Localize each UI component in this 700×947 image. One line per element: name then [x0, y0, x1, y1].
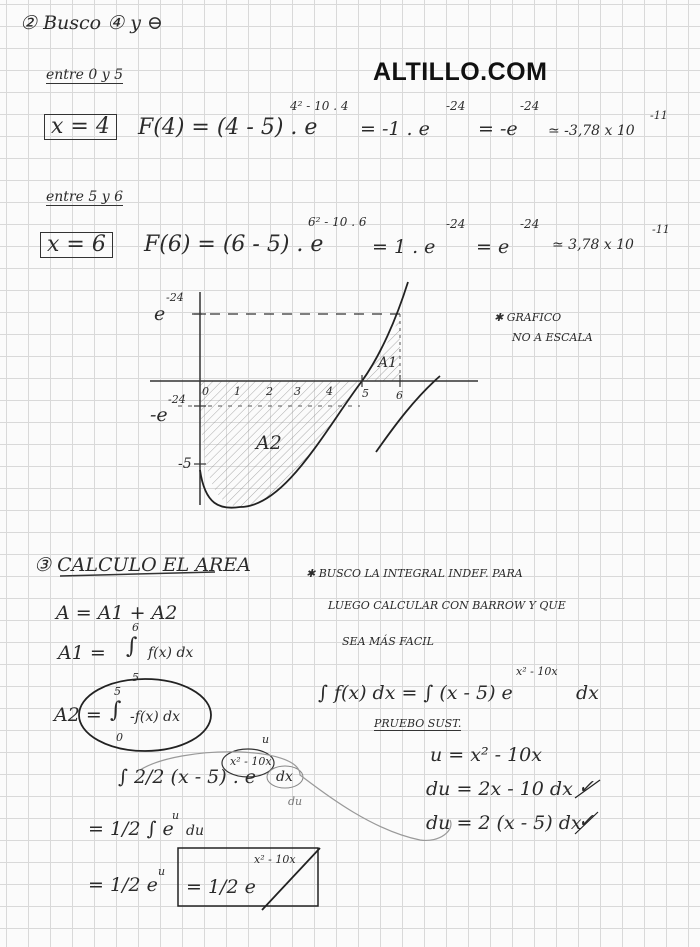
a1-upper: 6 — [132, 621, 139, 634]
area2-label: A2 — [256, 432, 282, 454]
a2-integrand: -f(x) dx — [130, 709, 181, 725]
a2-upper: 5 — [114, 685, 121, 698]
case1-exp: 4² - 10 . 4 — [290, 99, 349, 113]
indef-integral: ∫ f(x) dx = ∫ (x - 5) e — [318, 682, 513, 704]
sub-du: du — [288, 795, 303, 808]
graph-ylabel-neg: -e — [150, 404, 168, 426]
case1-mid2: = -e — [478, 118, 518, 140]
step2-heading: ② Busco ④ y ⊖ — [20, 12, 163, 34]
case1-mid: = -1 . e — [360, 118, 430, 140]
u-substitution: u = x² - 10x — [430, 744, 542, 766]
graph-ylabel-top: e — [154, 303, 166, 325]
tick-label-4: 4 — [326, 385, 333, 398]
case1-exp2: -24 — [446, 99, 466, 113]
sub-integral: ∫ 2/2 (x - 5) . e — [118, 766, 257, 788]
graph-ylabel-minus5: -5 — [178, 456, 192, 472]
area-sum: A = A1 + A2 — [56, 602, 178, 624]
case1-approx: ≃ -3,78 x 10 — [548, 123, 635, 139]
tick-label-5: 5 — [362, 387, 369, 400]
a1-label: A1 = — [58, 642, 106, 664]
half-line-2: = 1/2 e — [88, 874, 158, 896]
du-line-1: du = 2x - 10 dx — [426, 778, 573, 800]
sub-u: u — [262, 733, 270, 746]
graph-note-2: NO A ESCALA — [512, 331, 593, 344]
indef-integral-exp: x² - 10x — [516, 665, 558, 678]
case2-exp: 6² - 10 . 6 — [308, 215, 367, 229]
curve-tail — [376, 376, 440, 452]
half-line-3-exp: x² - 10x — [254, 853, 296, 866]
half-line-3: = 1/2 e — [186, 876, 256, 898]
check-mark-1: ✓ — [578, 776, 594, 798]
half-line-1: = 1/2 ∫ e — [88, 818, 174, 840]
indef-integral-end: dx — [576, 682, 599, 704]
tick-label-6: 6 — [396, 389, 403, 402]
step3-heading: ③ CALCULO EL AREA — [34, 554, 251, 576]
case2-box: x = 6 — [40, 232, 113, 258]
a1-lower: 5 — [132, 671, 139, 684]
sub-dx: dx — [276, 769, 293, 785]
tick-label-2: 2 — [266, 385, 273, 398]
a1-integral-sign: ∫ — [126, 634, 138, 659]
indef-line-2: LUEGO CALCULAR CON BARROW Y QUE — [328, 599, 566, 612]
case1-exp3: -24 — [520, 99, 540, 113]
case2-approx-exp: -11 — [652, 223, 670, 236]
case1-label: entre 0 y 5 — [46, 67, 123, 83]
case1-box: x = 4 — [44, 114, 117, 140]
a1-integrand: f(x) dx — [148, 645, 194, 661]
case2-mid2: = e — [476, 236, 510, 258]
check-mark-2: ✓ — [578, 810, 594, 832]
graph-ylabel-neg-exp: -24 — [168, 393, 186, 406]
case1-eq: F(4) = (4 - 5) . e — [138, 115, 318, 140]
case2-label: entre 5 y 6 — [46, 189, 123, 205]
indef-line-3: SEA MÁS FACIL — [342, 635, 434, 648]
tick-label-1: 1 — [234, 385, 241, 398]
half-line-2-exp: u — [158, 865, 166, 878]
a2-lower: 0 — [116, 731, 123, 744]
graph-ylabel-top-exp: -24 — [166, 291, 184, 304]
du-line-2: du = 2 (x - 5) dx — [426, 812, 582, 834]
case2-exp2: -24 — [446, 217, 466, 231]
case2-approx: ≃ 3,78 x 10 — [552, 237, 634, 253]
watermark-logo: ALTILLO.COM — [373, 58, 548, 86]
sub-exp: x² - 10x — [230, 755, 272, 768]
tick-label-0: 0 — [202, 385, 209, 398]
a2-integral-sign: ∫ — [110, 698, 122, 723]
half-line-1-end: du — [186, 823, 204, 839]
area1-label: A1 — [378, 355, 398, 371]
graph-note-1: ✱ GRAFICO — [494, 311, 562, 324]
half-line-1-exp: u — [172, 809, 180, 822]
case1-approx-exp: -11 — [650, 109, 668, 122]
case2-mid: = 1 . e — [372, 236, 436, 258]
tick-label-3: 3 — [294, 385, 301, 398]
case2-eq: F(6) = (6 - 5) . e — [144, 232, 324, 257]
a2-label: A2 = — [54, 704, 102, 726]
subst-label: PRUEBO SUST. — [374, 717, 462, 730]
case2-exp3: -24 — [520, 217, 540, 231]
indef-line-1: ✱ BUSCO LA INTEGRAL INDEF. PARA — [306, 567, 523, 580]
